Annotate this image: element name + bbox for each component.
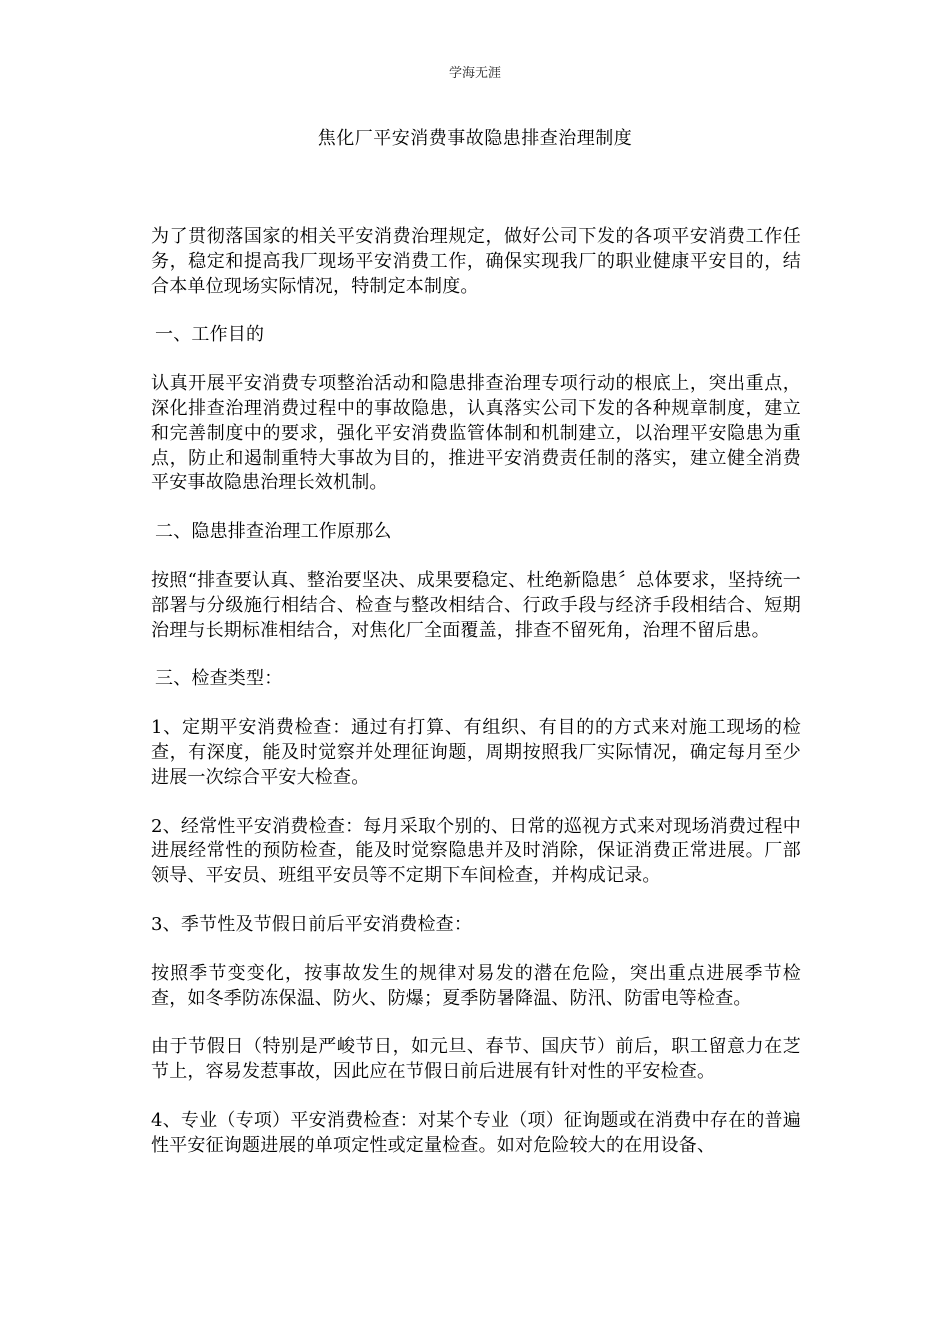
page-header: 学海无涯	[448, 66, 501, 81]
section-heading-inspection-types: 三、检查类型：	[155, 668, 283, 690]
paragraph-inspection-specialized: 4、专业（专项）平安消费检查：对某个专业（项）征询题或在消费中存在的普遍性平安征询题进展的单项定性或定量检查。如对危险较大的在用设备、	[151, 1109, 801, 1156]
document-title: 焦化厂平安消费事故隐患排查治理制度	[317, 128, 633, 149]
paragraph-inspection-holiday: 由于节假日（特别是严峻节日，如元旦、春节、国庆节）前后，职工留意力在芝节上，容易发惹事故，因此应在节假日前后进展有针对性的平安检查。	[151, 1036, 801, 1083]
section-heading-principles: 二、隐患排查治理工作原那么	[155, 521, 392, 543]
paragraph-inspection-routine: 2、经常性平安消费检查：每月采取个别的、日常的巡视方式来对现场消费过程中进展经常性的预防检查，能及时觉察隐患并及时消除，保证消费正常进展。厂部领导、平安员、班组平安员等不定期下车间检查，并构成记录。	[151, 815, 801, 887]
intro-paragraph: 为了贯彻落国家的相关平安消费治理规定，做好公司下发的各项平安消费工作任务，稳定和提高我厂现场平安消费工作，确保实现我厂的职业健康平安目的，结合本单位现场实际情况，特制定本制度。	[151, 226, 801, 297]
paragraph-principles: 按照“排查要认真、整治要坚决、成果要稳定、杜绝新隐患〞总体要求，坚持统一部署与分级施行相结合、检查与整改相结合、行政手段与经济手段相结合、短期治理与长期标准相结合，对焦化厂全面覆盖，排查不留死角，治理不留后患。	[151, 569, 801, 641]
section-heading-work-purpose: 一、工作目的	[155, 324, 265, 346]
document-body	[151, 225, 801, 1183]
paragraph-inspection-seasonal-heading: 3、季节性及节假日前后平安消费检查：	[151, 913, 473, 935]
paragraph-inspection-periodic: 1、定期平安消费检查：通过有打算、有组织、有目的的方式来对施工现场的检查，有深度，能及时觉察并处理征询题，周期按照我厂实际情况，确定每月至少进展一次综合平安大检查。	[151, 717, 801, 788]
paragraph-inspection-seasonal: 按照季节变变化，按事故发生的规律对易发的潜在危险，突出重点进展季节检查，如冬季防冻保温、防火、防爆；夏季防暑降温、防汛、防雷电等检查。	[151, 962, 801, 1009]
paragraph-work-purpose: 认真开展平安消费专项整治活动和隐患排查治理专项行动的根底上，突出重点，深化排查治理消费过程中的事故隐患，认真落实公司下发的各种规章制度，建立和完善制度中的要求，强化平安消费监管体制和机制建立，以治理平安隐患为重点，防止和遏制重特大事故为目的，推进平安消费责任制的落实，建立健全消费平安事故隐患治理长效机制。	[151, 373, 801, 494]
